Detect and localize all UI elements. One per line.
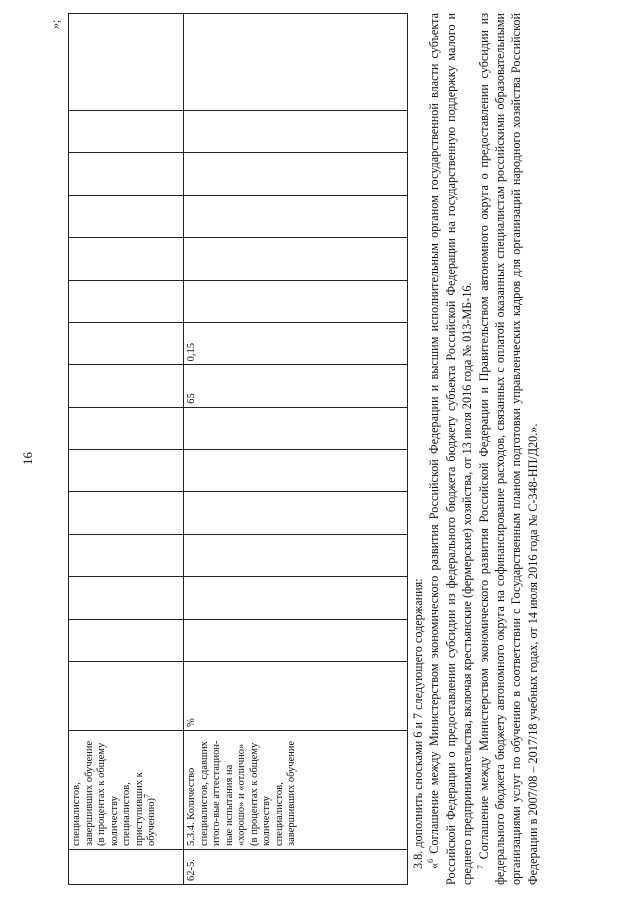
unit-cell: % xyxy=(184,662,408,731)
table-cell xyxy=(184,153,408,195)
table-cell xyxy=(184,534,408,576)
indicator-name: 5.3.4. Количество специалистов, сдавших итого-вые аттестацион-ные испытания на «хорошо» и «отлично» (в процентах к общему количеству специалистов, завершивших обучение xyxy=(184,731,408,850)
footnote-mark: 7 xyxy=(475,865,485,869)
table-cell xyxy=(184,280,408,322)
table-cell xyxy=(184,577,408,619)
table-cell xyxy=(69,14,184,111)
table-cell xyxy=(69,323,184,365)
table-row xyxy=(69,14,184,885)
table-cell xyxy=(184,492,408,534)
indicator-table xyxy=(68,13,408,885)
closing-quote: »; xyxy=(48,19,62,29)
footnote-7 xyxy=(476,13,542,885)
table-cell xyxy=(184,14,408,111)
page-number: 16 xyxy=(20,452,35,465)
table-cell xyxy=(69,111,184,154)
table-row xyxy=(184,14,408,885)
body-text xyxy=(410,13,541,885)
row-number: 62-5. xyxy=(184,850,408,885)
table-cell xyxy=(69,195,184,237)
table-cell xyxy=(184,450,408,492)
table-cell xyxy=(184,619,408,661)
value-cell: 0,15 xyxy=(184,323,408,365)
footnote-text: Соглашение между Министерством экономического развития Российской Федерации и высшим исполнительным органом государственной власти субъекта Российской Федерации о предоставлении субсидии из федерального бюджета бюджету субъекта Российской Федерации на государственную поддержку малого и среднего предпринимательства, включая крестьянские (фермерские) хозяйства, от 13 июля 2016 года № 013-МБ-16. xyxy=(427,13,475,885)
intro-paragraph: 3.8. дополнить сносками 6 и 7 следующего содержания: xyxy=(411,578,425,869)
footnote-text: Соглашение между Министерством экономического развития Российской Федерации и Правительством автономного округа о предоставлении субсидии из федерального бюджета бюджету автономного округа на софинансирование расходов, связанных с оплатой оказанных специалистам российскими образовательными организациями услуг по обучению в соответствии с Государственным планом подготовки управленческих кадров для организаций народного хозяйства Российской Федерации в 2007/08 – 2017/18 учебных годах, от 14 июля 2016 года № С-348-НП/Д20.». xyxy=(476,12,540,885)
table-cell xyxy=(69,850,184,885)
table-cell xyxy=(69,662,184,731)
table-cell xyxy=(69,153,184,195)
footnote-6: «$^6$ Соглашение между Министерством экономического развития Российской Федерации и высшим исполнительным органом государственной власти субъекта Российской Федерации о предоставлении субсидии из федерального бюджета бюджету субъекта Российской Федерации на государственную поддержку малого и среднего предпринимательства, включая крестьянские (фермерские) хозяйства, от 13 июля 2016 года № 013-МБ-16. xyxy=(426,13,475,885)
table-cell xyxy=(69,534,184,576)
table-cell xyxy=(184,407,408,449)
table-cell xyxy=(69,731,184,850)
footnote-ref: 7 xyxy=(142,794,152,799)
table-cell xyxy=(184,238,408,280)
table-cell xyxy=(184,111,408,154)
footnote-mark: 6 xyxy=(426,858,436,863)
table-cell xyxy=(69,407,184,449)
table-cell xyxy=(184,195,408,237)
table-cell xyxy=(69,450,184,492)
table-cell xyxy=(69,238,184,280)
table-cell xyxy=(69,365,184,407)
table-cell xyxy=(69,492,184,534)
table-cell xyxy=(69,577,184,619)
value-cell: 65 xyxy=(184,365,408,407)
indicator-name: специалистов, завершивших обучение (в процентах к общему количеству специалистов, приступивших к обучению) xyxy=(71,740,157,846)
table-cell xyxy=(69,619,184,661)
table-cell xyxy=(69,280,184,322)
